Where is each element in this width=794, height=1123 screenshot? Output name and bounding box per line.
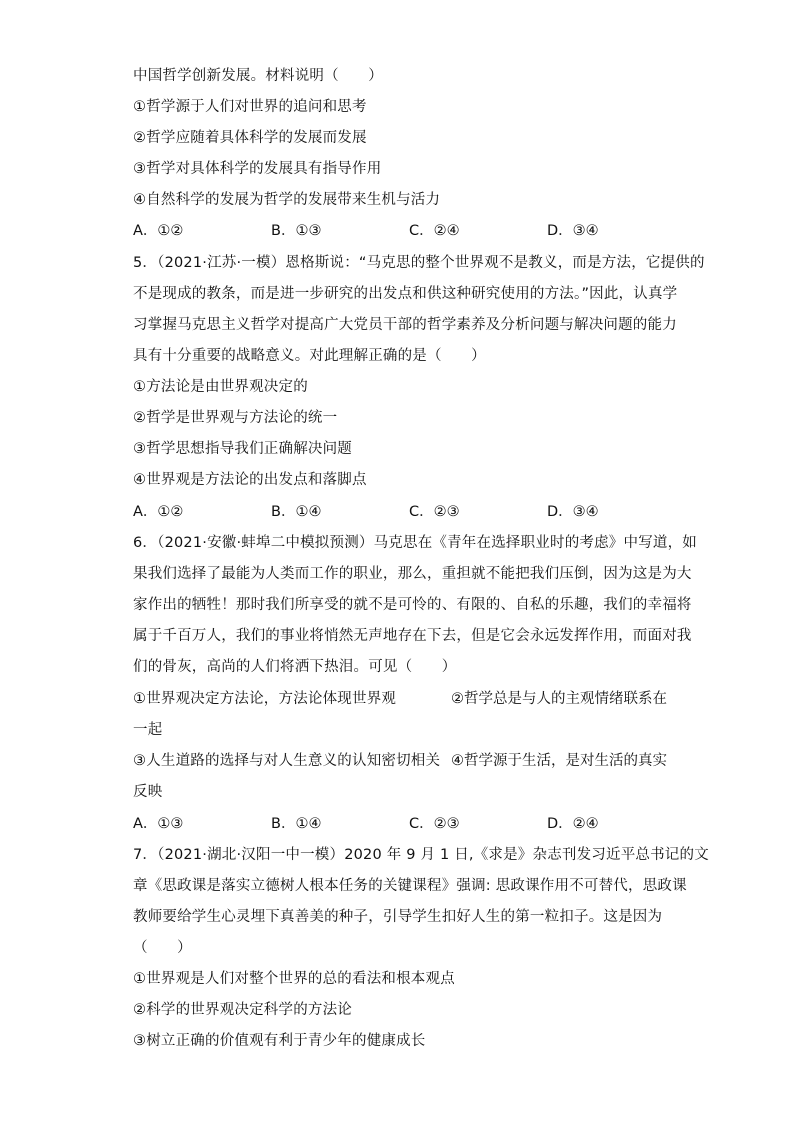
question-6-line: 家作出的牺牲！那时我们所享受的就不是可怜的、有限的、自私的乐趣，我们的幸福将 [133,597,692,613]
question-5-line: 不是现成的教条，而是进一步研究的出发点和供这种研究使用的方法。”因此，认真学 [133,286,678,302]
statement-item-continued: 一起 [133,722,163,738]
question-6-line: 们的骨灰，高尚的人们将洒下热泪。可见（ ） [133,659,457,675]
option-c: C．②④ [409,223,460,239]
statement-item: ①方法论是由世界观决定的 [133,379,308,395]
option-b: B．①④ [271,504,322,520]
statement-item: ③哲学思想指导我们正确解决问题 [133,441,352,457]
question-5-line: 具有十分重要的战略意义。对此理解正确的是（ ） [133,348,486,364]
question-7-line: 7．（2021·湖北·汉阳一中一模）2020 年 9 月 1 日,《求是》杂志刊发习近平总书记的文 [133,847,709,863]
statement-item: ①哲学源于人们对世界的追问和思考 [133,99,367,115]
statement-item: ③哲学对具体科学的发展具有指导作用 [133,161,382,177]
statement-item: ②哲学应随着具体科学的发展而发展 [133,130,367,146]
statement-item: ④哲学源于生活，是对生活的真实 [451,753,667,769]
statement-item: ④世界观是方法论的出发点和落脚点 [133,472,367,488]
statement-item: ②哲学是世界观与方法论的统一 [133,410,338,426]
option-d: D．③④ [547,223,599,239]
option-d: D．②④ [547,816,599,832]
statement-item: ①世界观是人们对整个世界的总的看法和根本观点 [133,971,455,987]
option-a: A．①② [133,504,184,520]
question-6-line: 果我们选择了最能为人类而工作的职业，那么，重担就不能把我们压倒，因为这是为大 [133,566,692,582]
question-7-line: 章《思政课是落实立德树人根本任务的关键课程》强调: 思政课作用不可替代，思政课 [133,878,687,894]
question-6-line: 6．（2021·安徽·蚌埠二中模拟预测）马克思在《青年在选择职业时的考虑》中写道，如 [133,535,697,551]
statement-item: ①世界观决定方法论，方法论体现世界观 [133,691,397,707]
option-a: A．①② [133,223,184,239]
question-5-line: 5．（2021·江苏·一模）恩格斯说：“马克思的整个世界观不是教义，而是方法，它提供的 [133,255,705,271]
question-6-line: 属于千百万人，我们的事业将悄然无声地存在下去，但是它会永远发挥作用，而面对我 [133,628,692,644]
question-7-line: （ ） [133,940,192,956]
statement-item: ④自然科学的发展为哲学的发展带来生机与活力 [133,192,441,208]
option-b: B．①④ [271,816,322,832]
statement-item: ②哲学总是与人的主观情绪联系在 [451,691,667,707]
statement-item: ②科学的世界观决定科学的方法论 [133,1002,352,1018]
statement-item: ③人生道路的选择与对人生意义的认知密切相关 [133,753,441,769]
question-5-line: 习掌握马克思主义哲学对提高广大党员干部的哲学素养及分析问题与解决问题的能力 [133,317,677,333]
question-7-line: 教师要给学生心灵埋下真善美的种子，引导学生扣好人生的第一粒扣子。这是因为 [133,909,663,925]
statement-item-continued: 反映 [133,784,163,800]
option-c: C．②③ [409,504,460,520]
question-stem-line: 中国哲学创新发展。材料说明（ ） [133,68,383,84]
option-d: D．③④ [547,504,599,520]
statement-item: ③树立正确的价值观有利于青少年的健康成长 [133,1033,426,1049]
option-a: A．①③ [133,816,184,832]
option-c: C．②③ [409,816,460,832]
option-b: B．①③ [271,223,322,239]
